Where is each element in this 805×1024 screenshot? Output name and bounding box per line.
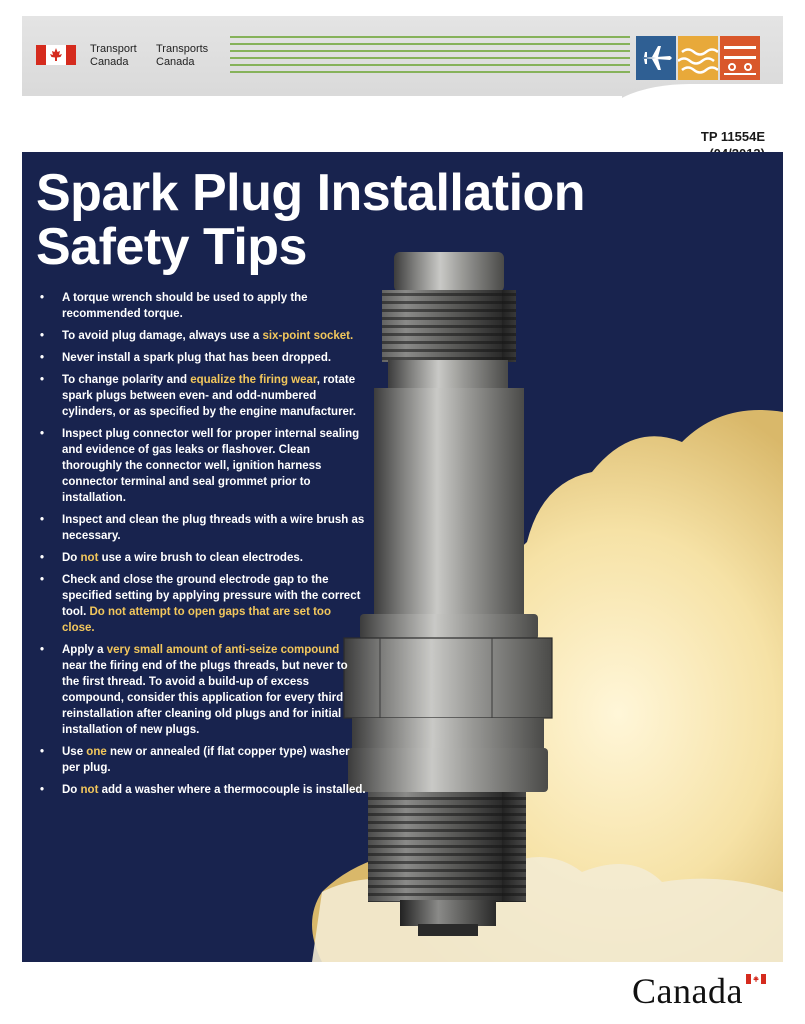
- tip-highlight-text: one: [86, 746, 107, 758]
- tip-text: new or annealed (if flat copper type) washer per plug.: [62, 746, 350, 774]
- tip-text: Inspect plug connector well for proper internal sealing and evidence of gas leaks or flashover. Clean thoroughly the connector well, ignition harness connector terminal and seal grommet prior to installation.: [62, 428, 360, 504]
- tip-text: A torque wrench should be used to apply the recommended torque.: [62, 292, 308, 320]
- tip-text: To avoid plug damage, always use a: [62, 330, 263, 342]
- tip-text: add a washer where a thermocouple is installed.: [98, 784, 366, 796]
- department-name-en-line2: Canada: [90, 56, 129, 68]
- tip-text: Do: [62, 552, 81, 564]
- safety-tip: [36, 782, 366, 798]
- safety-tip: [36, 572, 366, 636]
- department-name-fr-line2: Canada: [156, 56, 195, 68]
- tip-highlight-text: very small amount of anti-seize compound: [106, 644, 340, 656]
- tip-text: Inspect and clean the plug threads with a wire brush as necessary.: [62, 514, 365, 542]
- poster-panel: [22, 152, 783, 962]
- department-name-en: [90, 43, 137, 69]
- safety-tip: [36, 290, 366, 322]
- tip-highlight-text: equalize the firing wear: [190, 374, 317, 386]
- transport-mode-icons: [636, 36, 762, 80]
- safety-tip: [36, 372, 366, 420]
- department-name-fr-line1: Transports: [156, 43, 209, 55]
- header-stripes: [230, 36, 630, 78]
- tip-text: Use: [62, 746, 87, 758]
- safety-tip: [36, 328, 366, 344]
- safety-tip: [36, 426, 366, 506]
- tip-text: use a wire brush to clean electrodes.: [98, 552, 303, 564]
- tip-text: Never install a spark plug that has been dropped.: [62, 352, 332, 364]
- tip-highlight-text: Do not attempt to open gaps that are set too close.: [62, 606, 331, 634]
- tip-text: Check and close the ground electrode gap to the specified setting by applying pressure with the correct tool.: [62, 574, 361, 618]
- safety-tip: [36, 350, 366, 366]
- header-edge: [22, 96, 622, 126]
- rail-icon: [720, 36, 760, 80]
- department-name-fr: [156, 43, 208, 69]
- tip-highlight-text: six-point socket.: [262, 330, 354, 342]
- department-name-en-line1: Transport: [90, 43, 137, 55]
- tip-highlight-text: not: [80, 784, 99, 796]
- page-title: [36, 166, 585, 274]
- title-line-1: Spark Plug Installation: [36, 164, 586, 222]
- marine-icon: [678, 36, 718, 80]
- tip-text: To change polarity and: [62, 374, 191, 386]
- canada-flag-icon: [36, 45, 76, 65]
- safety-tip: [36, 512, 366, 544]
- spark-plug: [344, 252, 552, 936]
- safety-tip: [36, 642, 366, 738]
- safety-tips-list: [36, 290, 366, 804]
- tip-highlight-text: not: [80, 552, 99, 564]
- tip-text: near the firing end of the plugs threads, but never to the first thread. To avoid a build-up of excess compound, consider this application for every third reinstallation after cleaning old plugs and for initial installation of new plugs.: [62, 660, 348, 736]
- safety-tip: [36, 744, 366, 776]
- tip-text: Apply a: [62, 644, 107, 656]
- tip-text: Do: [62, 784, 81, 796]
- safety-tip: [36, 550, 366, 566]
- canada-wordmark: Canada: [632, 971, 743, 1011]
- document-code: TP 11554E: [700, 129, 765, 144]
- title-line-2: Safety Tips: [36, 218, 307, 276]
- tip-text: , rotate spark plugs between even- and odd-numbered cylinders, or as specified by the engine manufacturer.: [62, 374, 356, 418]
- aviation-icon: [636, 36, 676, 80]
- canada-wordmark-flag-icon: [746, 974, 766, 984]
